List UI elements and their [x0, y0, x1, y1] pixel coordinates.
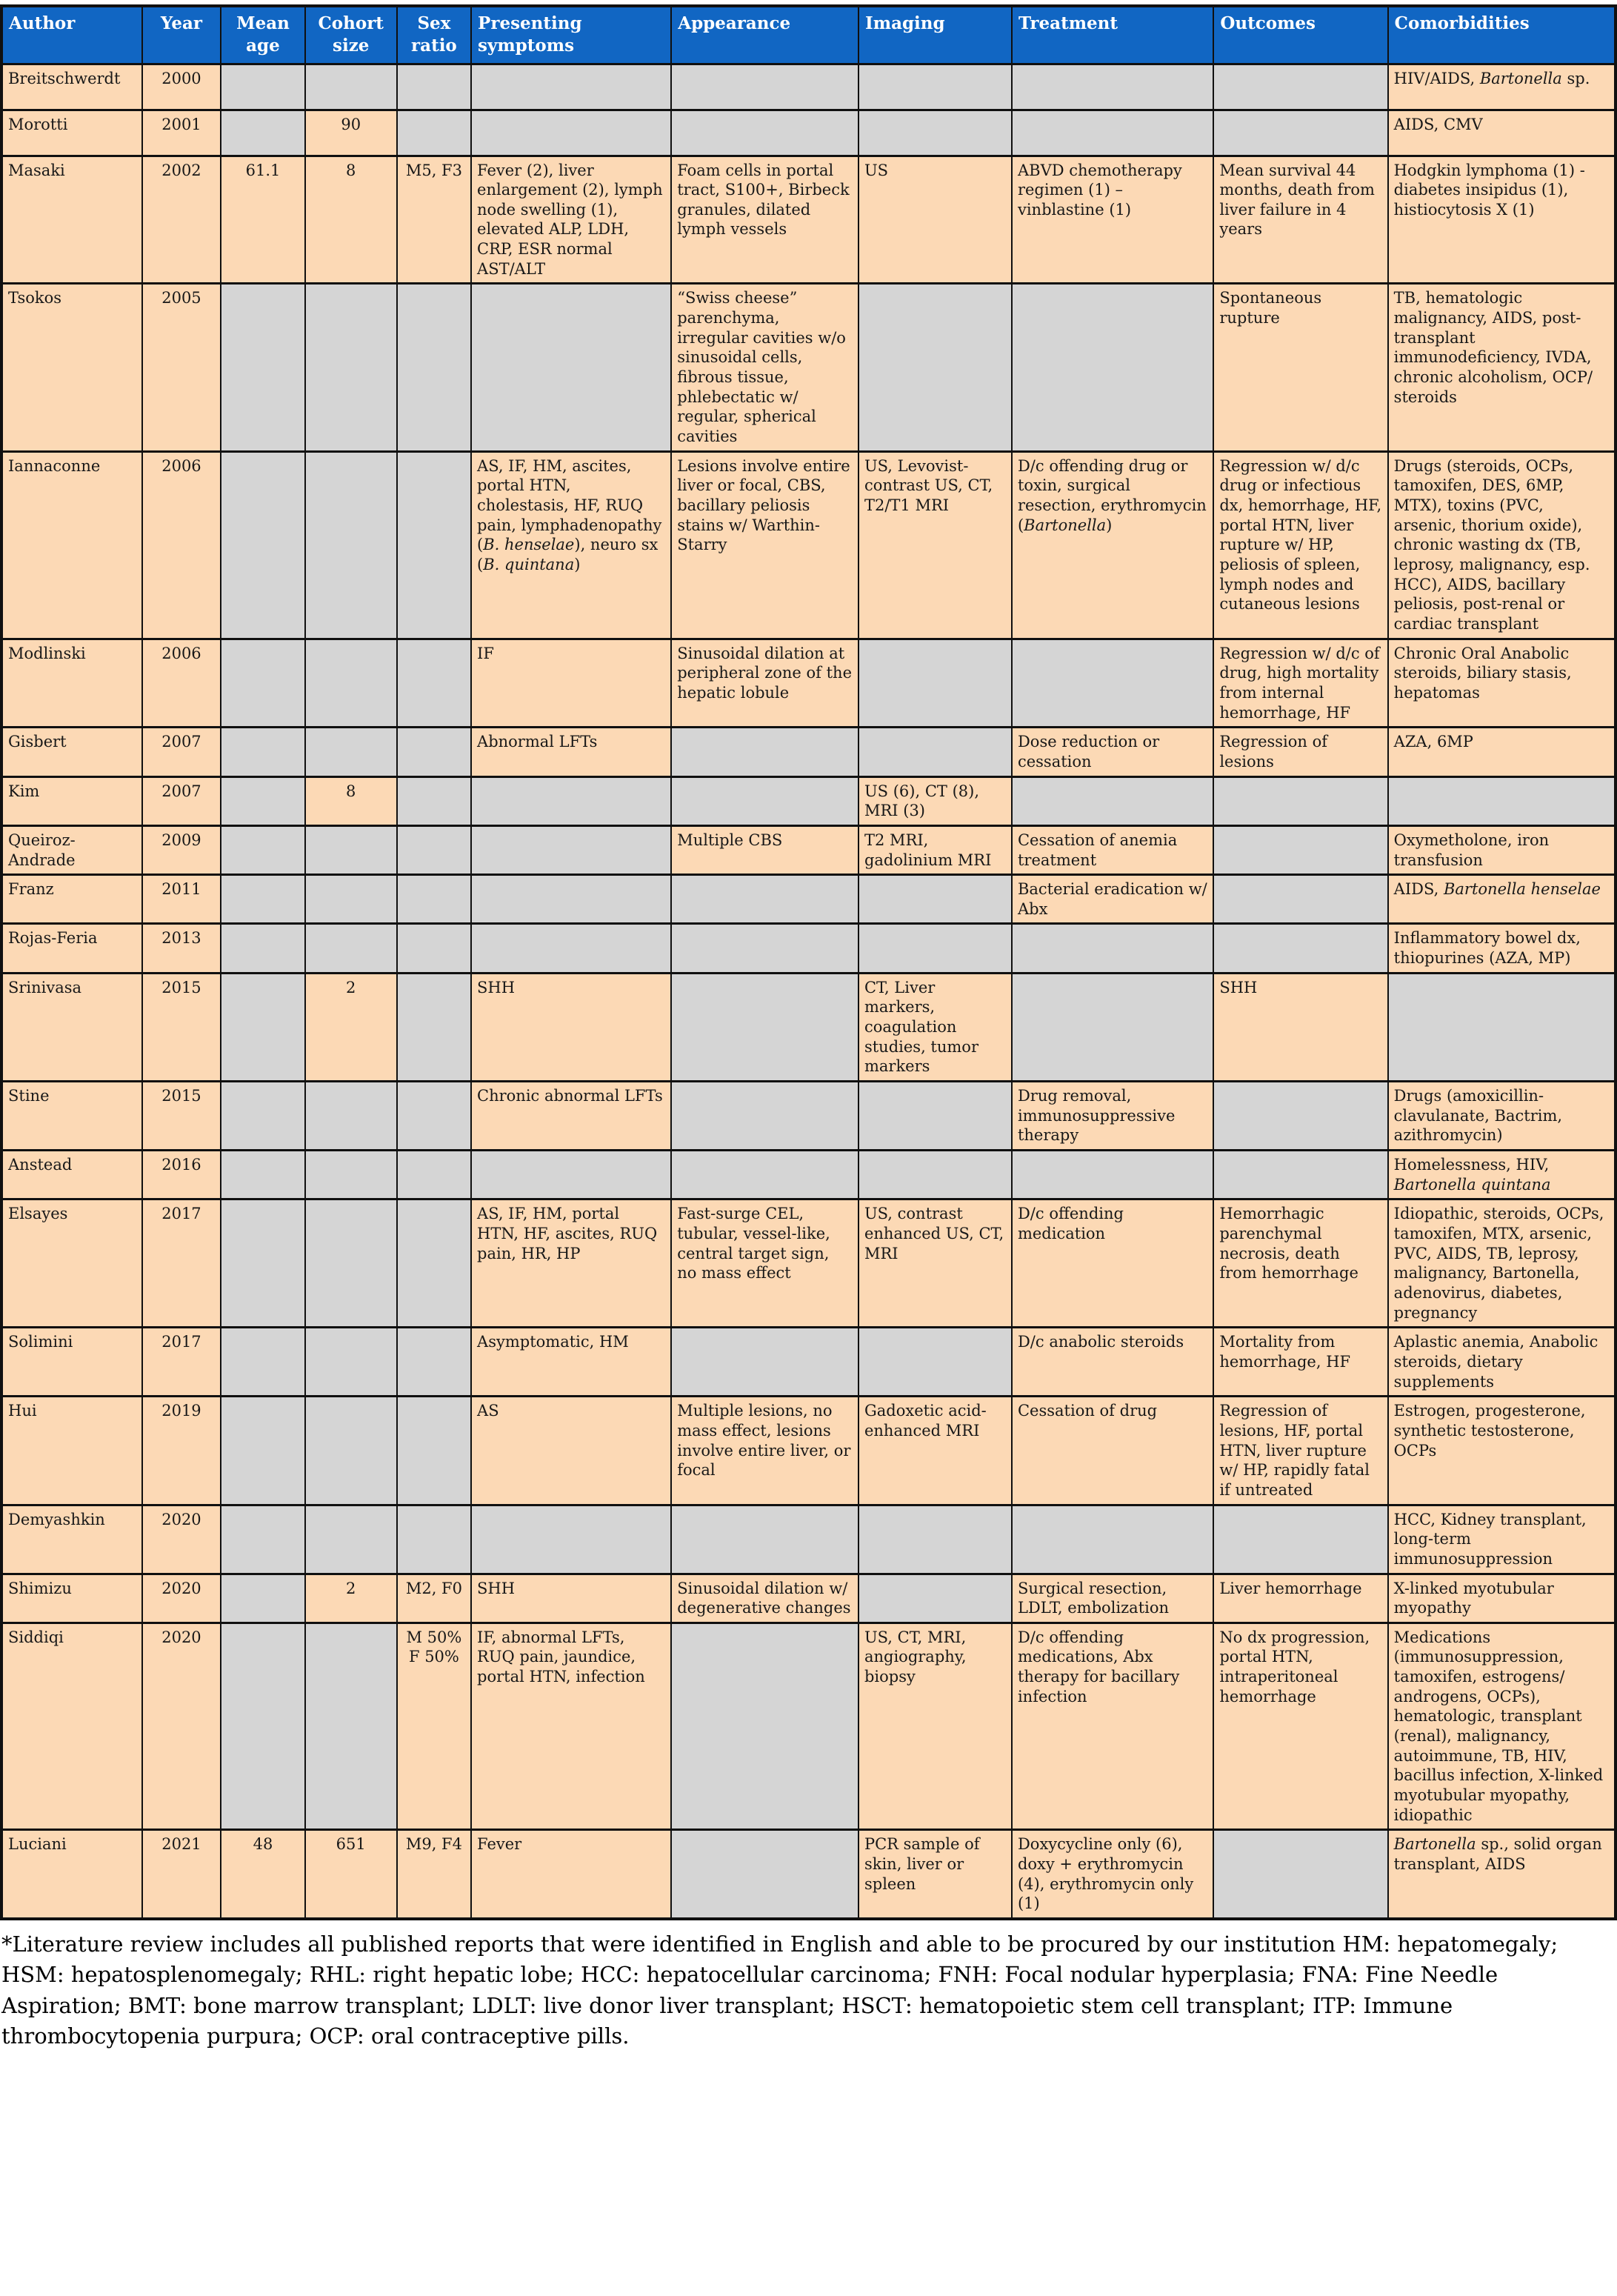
cell-sex-ratio — [397, 1397, 471, 1505]
cell-appearance: Multiple lesions, no mass effect, lesions involve entire liver, or focal — [671, 1397, 858, 1505]
cell-imaging — [858, 1151, 1012, 1199]
cell-appearance — [671, 1623, 858, 1830]
cell-appearance — [671, 973, 858, 1081]
cell-imaging — [858, 728, 1012, 776]
cell-comorbidities: Drugs (steroids, OCPs, tamoxifen, DES, 6MP, MTX), toxins (PVC, arsenic, thorium oxide), chronic wasting dx (TB, leprosy, malignancy, esp. HCC), AIDS, bacillary peliosis, post-renal or cardiac transplant — [1388, 451, 1616, 639]
cell-comorbidities: HIV/AIDS, Bartonella sp. — [1388, 64, 1616, 110]
cell-outcomes — [1213, 825, 1387, 874]
cell-year: 2000 — [142, 64, 221, 110]
table-body — [1, 64, 1616, 1919]
cell-imaging: CT, Liver markers, coagulation studies, tumor markers — [858, 973, 1012, 1081]
cell-imaging — [858, 284, 1012, 451]
col-header-year: Year — [142, 6, 221, 64]
cell-outcomes: Regression w/ d/c of drug, high mortality from internal hemorrhage, HF — [1213, 639, 1387, 728]
cell-sex-ratio — [397, 1505, 471, 1574]
cell-outcomes: Regression of lesions — [1213, 728, 1387, 776]
cell-imaging: US (6), CT (8), MRI (3) — [858, 776, 1012, 825]
cell-treatment: D/c offending drug or toxin, surgical resection, erythromycin (Bartonella) — [1012, 451, 1213, 639]
cell-cohort-size: 2 — [305, 973, 397, 1081]
cell-year: 2016 — [142, 1151, 221, 1199]
cell-cohort-size — [305, 451, 397, 639]
table-row — [1, 875, 1616, 924]
cell-author: Masaki — [1, 156, 142, 284]
cell-presenting-symptoms — [471, 1151, 671, 1199]
cell-mean-age — [221, 1082, 304, 1151]
cell-year: 2020 — [142, 1574, 221, 1623]
cell-author: Tsokos — [1, 284, 142, 451]
cell-cohort-size — [305, 1623, 397, 1830]
cell-cohort-size — [305, 825, 397, 874]
cell-mean-age — [221, 875, 304, 924]
cell-author: Hui — [1, 1397, 142, 1505]
cell-outcomes — [1213, 776, 1387, 825]
cell-imaging — [858, 924, 1012, 973]
cell-presenting-symptoms: Fever (2), liver enlargement (2), lymph node swelling (1), elevated ALP, LDH, CRP, ESR normal AST/ALT — [471, 156, 671, 284]
cell-mean-age — [221, 924, 304, 973]
cell-year: 2015 — [142, 1082, 221, 1151]
cell-appearance — [671, 924, 858, 973]
cell-mean-age — [221, 1397, 304, 1505]
cell-outcomes — [1213, 1151, 1387, 1199]
cell-outcomes — [1213, 1830, 1387, 1919]
table-row — [1, 1574, 1616, 1623]
cell-year: 2017 — [142, 1199, 221, 1328]
cell-imaging: US, CT, MRI, angiography, biopsy — [858, 1623, 1012, 1830]
cell-cohort-size — [305, 728, 397, 776]
cell-mean-age — [221, 728, 304, 776]
cell-outcomes: Liver hemorrhage — [1213, 1574, 1387, 1623]
cell-year: 2002 — [142, 156, 221, 284]
table-row — [1, 639, 1616, 728]
cell-appearance: Lesions involve entire liver or focal, CBS, bacillary peliosis stains w/ Warthin-Starry — [671, 451, 858, 639]
cell-year: 2006 — [142, 451, 221, 639]
col-header-imaging: Imaging — [858, 6, 1012, 64]
cell-sex-ratio — [397, 1151, 471, 1199]
cell-outcomes — [1213, 1082, 1387, 1151]
cell-author: Solimini — [1, 1328, 142, 1397]
cell-year: 2007 — [142, 776, 221, 825]
cell-imaging — [858, 639, 1012, 728]
cell-sex-ratio — [397, 639, 471, 728]
cell-comorbidities: Aplastic anemia, Anabolic steroids, dietary supplements — [1388, 1328, 1616, 1397]
cell-appearance — [671, 110, 858, 156]
cell-comorbidities: Chronic Oral Anabolic steroids, biliary stasis, hepatomas — [1388, 639, 1616, 728]
cell-mean-age — [221, 1151, 304, 1199]
cell-sex-ratio — [397, 1328, 471, 1397]
cell-comorbidities: X-linked myotubular myopathy — [1388, 1574, 1616, 1623]
cell-sex-ratio: M 50% F 50% — [397, 1623, 471, 1830]
cell-appearance: “Swiss cheese” parenchyma, irregular cavities w/o sinusoidal cells, fibrous tissue, phlebectatic w/ regular, spherical cavities — [671, 284, 858, 451]
cell-treatment — [1012, 1151, 1213, 1199]
cell-treatment: Drug removal, immunosuppressive therapy — [1012, 1082, 1213, 1151]
cell-cohort-size — [305, 1505, 397, 1574]
cell-presenting-symptoms: IF — [471, 639, 671, 728]
table-row — [1, 825, 1616, 874]
cell-presenting-symptoms: Asymptomatic, HM — [471, 1328, 671, 1397]
cell-imaging — [858, 110, 1012, 156]
cell-presenting-symptoms: Chronic abnormal LFTs — [471, 1082, 671, 1151]
cell-outcomes: Hemorrhagic parenchymal necrosis, death from hemorrhage — [1213, 1199, 1387, 1328]
cell-year: 2020 — [142, 1623, 221, 1830]
cell-author: Rojas-Feria — [1, 924, 142, 973]
cell-comorbidities: AIDS, CMV — [1388, 110, 1616, 156]
cell-presenting-symptoms — [471, 825, 671, 874]
cell-sex-ratio — [397, 776, 471, 825]
cell-presenting-symptoms: SHH — [471, 973, 671, 1081]
cell-comorbidities: Hodgkin lymphoma (1) - diabetes insipidus (1), histiocytosis X (1) — [1388, 156, 1616, 284]
cell-author: Kim — [1, 776, 142, 825]
cell-mean-age — [221, 973, 304, 1081]
cell-cohort-size: 2 — [305, 1574, 397, 1623]
cell-presenting-symptoms: IF, abnormal LFTs, RUQ pain, jaundice, portal HTN, infection — [471, 1623, 671, 1830]
cell-author: Anstead — [1, 1151, 142, 1199]
cell-cohort-size: 8 — [305, 156, 397, 284]
cell-imaging: US, contrast enhanced US, CT, MRI — [858, 1199, 1012, 1328]
cell-author: Gisbert — [1, 728, 142, 776]
cell-treatment — [1012, 973, 1213, 1081]
cell-appearance: Sinusoidal dilation w/ degenerative changes — [671, 1574, 858, 1623]
cell-appearance: Foam cells in portal tract, S100+, Birbeck granules, dilated lymph vessels — [671, 156, 858, 284]
cell-presenting-symptoms: SHH — [471, 1574, 671, 1623]
table-row — [1, 1328, 1616, 1397]
cell-appearance — [671, 1151, 858, 1199]
cell-appearance — [671, 1505, 858, 1574]
cell-year: 2021 — [142, 1830, 221, 1919]
cell-outcomes: Regression of lesions, HF, portal HTN, liver rupture w/ HP, rapidly fatal if untreated — [1213, 1397, 1387, 1505]
cell-imaging: Gadoxetic acid-enhanced MRI — [858, 1397, 1012, 1505]
cell-sex-ratio — [397, 284, 471, 451]
header-row — [1, 6, 1616, 64]
cell-outcomes — [1213, 924, 1387, 973]
cell-sex-ratio — [397, 110, 471, 156]
cell-appearance — [671, 64, 858, 110]
cell-treatment: Doxycycline only (6), doxy + erythromycin (4), erythromycin only (1) — [1012, 1830, 1213, 1919]
cell-appearance — [671, 1830, 858, 1919]
cell-imaging — [858, 1328, 1012, 1397]
cell-treatment: Cessation of drug — [1012, 1397, 1213, 1505]
cell-presenting-symptoms — [471, 64, 671, 110]
table-row — [1, 64, 1616, 110]
cell-author: Franz — [1, 875, 142, 924]
cell-author: Siddiqi — [1, 1623, 142, 1830]
cell-sex-ratio — [397, 64, 471, 110]
cell-author: Modlinski — [1, 639, 142, 728]
cell-author: Elsayes — [1, 1199, 142, 1328]
cell-mean-age — [221, 1623, 304, 1830]
table-row — [1, 1082, 1616, 1151]
cell-year: 2011 — [142, 875, 221, 924]
table-row — [1, 728, 1616, 776]
cell-author: Stine — [1, 1082, 142, 1151]
col-header-cohort-size: Cohort size — [305, 6, 397, 64]
cell-imaging: PCR sample of skin, liver or spleen — [858, 1830, 1012, 1919]
cell-treatment — [1012, 284, 1213, 451]
cell-mean-age — [221, 64, 304, 110]
cell-appearance — [671, 728, 858, 776]
cell-outcomes: SHH — [1213, 973, 1387, 1081]
cell-treatment: Cessation of anemia treatment — [1012, 825, 1213, 874]
cell-sex-ratio — [397, 451, 471, 639]
col-header-appearance: Appearance — [671, 6, 858, 64]
table-row — [1, 1397, 1616, 1505]
cell-comorbidities: Idiopathic, steroids, OCPs, tamoxifen, MTX, arsenic, PVC, AIDS, TB, leprosy, malignancy, Bartonella, adenovirus, diabetes, pregnancy — [1388, 1199, 1616, 1328]
cell-comorbidities — [1388, 973, 1616, 1081]
cell-sex-ratio — [397, 924, 471, 973]
cell-treatment — [1012, 110, 1213, 156]
cell-comorbidities: Bartonella sp., solid organ transplant, AIDS — [1388, 1830, 1616, 1919]
table-row — [1, 1505, 1616, 1574]
cell-cohort-size — [305, 1151, 397, 1199]
table-row — [1, 156, 1616, 284]
cell-mean-age — [221, 1328, 304, 1397]
cell-presenting-symptoms — [471, 110, 671, 156]
cell-imaging: US — [858, 156, 1012, 284]
cell-appearance — [671, 1082, 858, 1151]
cell-sex-ratio — [397, 973, 471, 1081]
cell-year: 2017 — [142, 1328, 221, 1397]
cell-cohort-size — [305, 875, 397, 924]
cell-cohort-size — [305, 639, 397, 728]
cell-comorbidities: AIDS, Bartonella henselae — [1388, 875, 1616, 924]
table-row — [1, 1830, 1616, 1919]
cell-author: Queiroz-Andrade — [1, 825, 142, 874]
cell-comorbidities: Homelessness, HIV, Bartonella quintana — [1388, 1151, 1616, 1199]
cell-mean-age — [221, 1574, 304, 1623]
cell-mean-age: 48 — [221, 1830, 304, 1919]
cell-sex-ratio — [397, 728, 471, 776]
cell-outcomes: Mean survival 44 months, death from liver failure in 4 years — [1213, 156, 1387, 284]
cell-sex-ratio: M2, F0 — [397, 1574, 471, 1623]
cell-outcomes: Spontaneous rupture — [1213, 284, 1387, 451]
cell-sex-ratio: M9, F4 — [397, 1830, 471, 1919]
cell-cohort-size — [305, 924, 397, 973]
cell-appearance: Sinusoidal dilation at peripheral zone of the hepatic lobule — [671, 639, 858, 728]
cell-cohort-size — [305, 284, 397, 451]
cell-outcomes — [1213, 1505, 1387, 1574]
cell-treatment: D/c offending medication — [1012, 1199, 1213, 1328]
cell-appearance: Fast-surge CEL, tubular, vessel-like, central target sign, no mass effect — [671, 1199, 858, 1328]
cell-cohort-size: 651 — [305, 1830, 397, 1919]
cell-outcomes — [1213, 110, 1387, 156]
table-row — [1, 924, 1616, 973]
cell-comorbidities: HCC, Kidney transplant, long-term immunosuppression — [1388, 1505, 1616, 1574]
table-row — [1, 284, 1616, 451]
cell-comorbidities: Inflammatory bowel dx, thiopurines (AZA, MP) — [1388, 924, 1616, 973]
cell-comorbidities: AZA, 6MP — [1388, 728, 1616, 776]
cell-year: 2001 — [142, 110, 221, 156]
cell-mean-age — [221, 639, 304, 728]
cell-imaging: T2 MRI, gadolinium MRI — [858, 825, 1012, 874]
literature-review-table — [0, 4, 1617, 1920]
cell-treatment: Surgical resection, LDLT, embolization — [1012, 1574, 1213, 1623]
cell-comorbidities: Medications (immunosuppression, tamoxifen, estrogens/ androgens, OCPs), hematologic, transplant (renal), malignancy, autoimmune, TB, HIV, bacillus infection, X-linked myotubular myopathy, idiopathic — [1388, 1623, 1616, 1830]
cell-mean-age — [221, 1505, 304, 1574]
cell-mean-age — [221, 825, 304, 874]
cell-year: 2007 — [142, 728, 221, 776]
cell-comorbidities: Drugs (amoxicillin-clavulanate, Bactrim, azithromycin) — [1388, 1082, 1616, 1151]
cell-treatment: Dose reduction or cessation — [1012, 728, 1213, 776]
cell-presenting-symptoms: AS — [471, 1397, 671, 1505]
cell-presenting-symptoms — [471, 875, 671, 924]
cell-year: 2006 — [142, 639, 221, 728]
cell-cohort-size — [305, 1328, 397, 1397]
cell-imaging — [858, 1082, 1012, 1151]
cell-cohort-size: 90 — [305, 110, 397, 156]
col-header-treatment: Treatment — [1012, 6, 1213, 64]
col-header-author: Author — [1, 6, 142, 64]
cell-presenting-symptoms: Abnormal LFTs — [471, 728, 671, 776]
col-header-mean-age: Mean age — [221, 6, 304, 64]
cell-treatment — [1012, 1505, 1213, 1574]
cell-appearance: Multiple CBS — [671, 825, 858, 874]
cell-outcomes: Regression w/ d/c drug or infectious dx, hemorrhage, HF, portal HTN, liver rupture w/ HP, peliosis of spleen, lymph nodes and cutaneous lesions — [1213, 451, 1387, 639]
cell-imaging — [858, 875, 1012, 924]
cell-outcomes: No dx progression, portal HTN, intraperitoneal hemorrhage — [1213, 1623, 1387, 1830]
cell-sex-ratio — [397, 825, 471, 874]
cell-comorbidities: Estrogen, progesterone, synthetic testosterone, OCPs — [1388, 1397, 1616, 1505]
cell-presenting-symptoms: AS, IF, HM, portal HTN, HF, ascites, RUQ pain, HR, HP — [471, 1199, 671, 1328]
cell-treatment: ABVD chemotherapy regimen (1) – vinblastine (1) — [1012, 156, 1213, 284]
cell-cohort-size — [305, 1199, 397, 1328]
table-row — [1, 776, 1616, 825]
table-row — [1, 110, 1616, 156]
cell-mean-age — [221, 110, 304, 156]
cell-presenting-symptoms — [471, 924, 671, 973]
cell-comorbidities: Oxymetholone, iron transfusion — [1388, 825, 1616, 874]
cell-imaging — [858, 1505, 1012, 1574]
cell-author: Iannaconne — [1, 451, 142, 639]
cell-treatment — [1012, 64, 1213, 110]
cell-presenting-symptoms — [471, 1505, 671, 1574]
cell-treatment — [1012, 776, 1213, 825]
cell-mean-age — [221, 284, 304, 451]
cell-appearance — [671, 1328, 858, 1397]
col-header-sex-ratio: Sex ratio — [397, 6, 471, 64]
cell-sex-ratio — [397, 875, 471, 924]
cell-presenting-symptoms — [471, 776, 671, 825]
cell-author: Luciani — [1, 1830, 142, 1919]
table-row — [1, 973, 1616, 1081]
cell-year: 2005 — [142, 284, 221, 451]
cell-treatment — [1012, 924, 1213, 973]
table-row — [1, 1623, 1616, 1830]
cell-sex-ratio — [397, 1082, 471, 1151]
cell-author: Morotti — [1, 110, 142, 156]
cell-comorbidities — [1388, 776, 1616, 825]
cell-appearance — [671, 875, 858, 924]
cell-year: 2013 — [142, 924, 221, 973]
col-header-presenting-symptoms: Presenting symptoms — [471, 6, 671, 64]
cell-year: 2015 — [142, 973, 221, 1081]
cell-sex-ratio — [397, 1199, 471, 1328]
cell-presenting-symptoms: Fever — [471, 1830, 671, 1919]
cell-mean-age — [221, 776, 304, 825]
cell-treatment: D/c anabolic steroids — [1012, 1328, 1213, 1397]
cell-cohort-size: 8 — [305, 776, 397, 825]
cell-outcomes: Mortality from hemorrhage, HF — [1213, 1328, 1387, 1397]
cell-author: Srinivasa — [1, 973, 142, 1081]
cell-author: Breitschwerdt — [1, 64, 142, 110]
cell-year: 2020 — [142, 1505, 221, 1574]
cell-outcomes — [1213, 64, 1387, 110]
cell-year: 2019 — [142, 1397, 221, 1505]
cell-cohort-size — [305, 1082, 397, 1151]
cell-presenting-symptoms: AS, IF, HM, ascites, portal HTN, cholestasis, HF, RUQ pain, lymphadenopathy (B. henselae), neuro sx (B. quintana) — [471, 451, 671, 639]
cell-sex-ratio: M5, F3 — [397, 156, 471, 284]
col-header-outcomes: Outcomes — [1213, 6, 1387, 64]
cell-outcomes — [1213, 875, 1387, 924]
cell-mean-age: 61.1 — [221, 156, 304, 284]
col-header-comorbidities: Comorbidities — [1388, 6, 1616, 64]
cell-author: Shimizu — [1, 1574, 142, 1623]
cell-treatment: Bacterial eradication w/ Abx — [1012, 875, 1213, 924]
table-row — [1, 451, 1616, 639]
cell-appearance — [671, 776, 858, 825]
cell-treatment — [1012, 639, 1213, 728]
cell-cohort-size — [305, 64, 397, 110]
cell-imaging — [858, 64, 1012, 110]
cell-author: Demyashkin — [1, 1505, 142, 1574]
cell-year: 2009 — [142, 825, 221, 874]
table-row — [1, 1151, 1616, 1199]
table-row — [1, 1199, 1616, 1328]
cell-mean-age — [221, 451, 304, 639]
cell-cohort-size — [305, 1397, 397, 1505]
cell-comorbidities: TB, hematologic malignancy, AIDS, post-transplant immunodeficiency, IVDA, chronic alcoholism, OCP/ steroids — [1388, 284, 1616, 451]
cell-imaging — [858, 1574, 1012, 1623]
cell-mean-age — [221, 1199, 304, 1328]
cell-treatment: D/c offending medications, Abx therapy for bacillary infection — [1012, 1623, 1213, 1830]
cell-imaging: US, Levovist-contrast US, CT, T2/T1 MRI — [858, 451, 1012, 639]
cell-presenting-symptoms — [471, 284, 671, 451]
table-footnote: *Literature review includes all published reports that were identified in English and able to be procured by our institution HM: hepatomegaly; HSM: hepatosplenomegaly; RHL: right hepatic lobe; HCC: hepatocellular carcinoma; FNH: Focal nodular hyperplasia; FNA: Fine Needle Aspiration; BMT: bone marrow transplant; LDLT: live donor liver transplant; HSCT: hematopoietic stem cell transplant; ITP: Immune thrombocytopenia purpura; OCP: oral contraceptive pills. — [1, 1931, 1558, 2049]
